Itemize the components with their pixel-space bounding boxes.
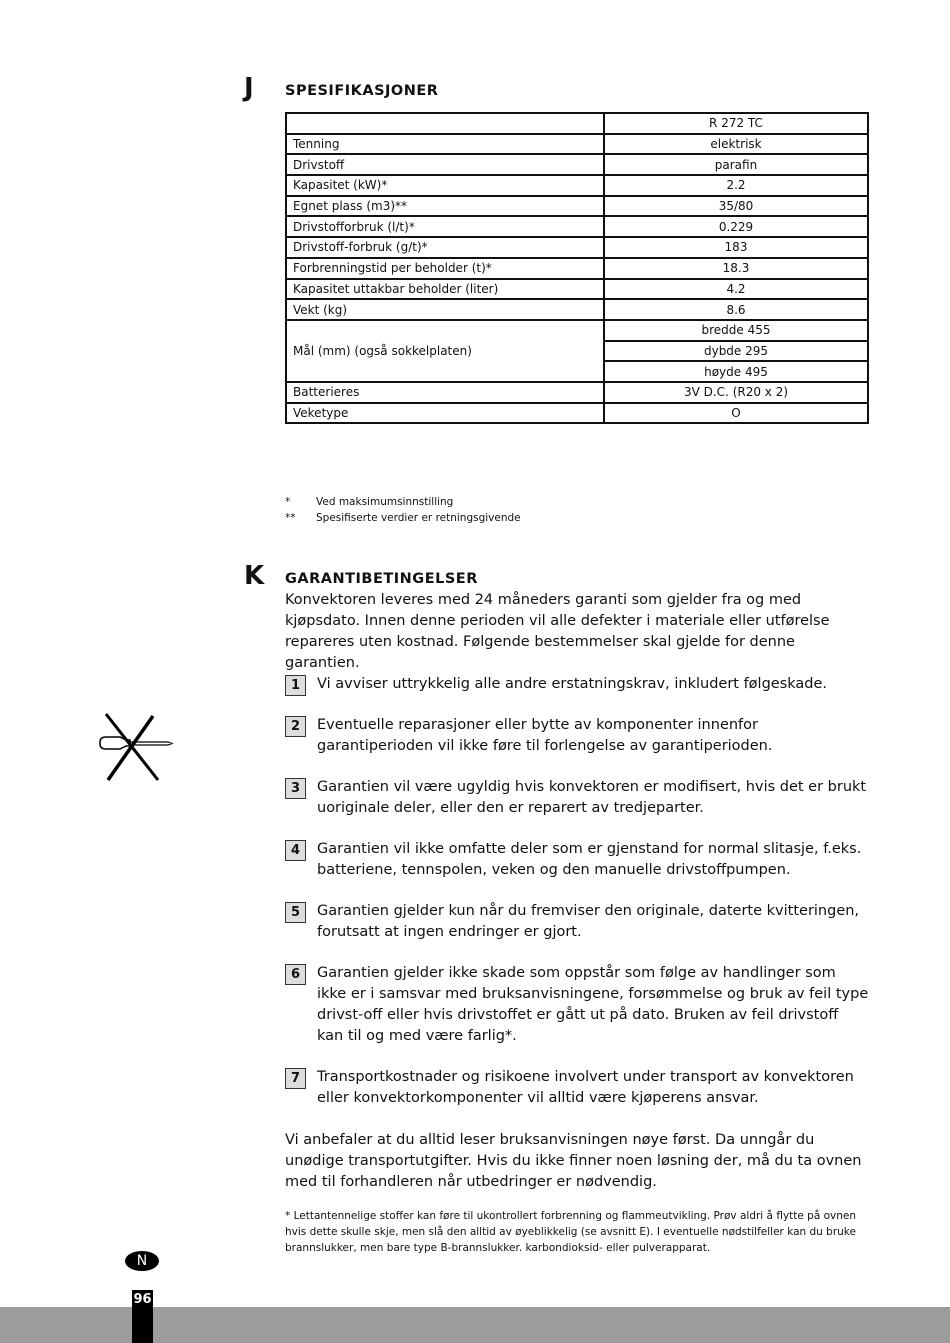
spec-label: Tenning xyxy=(286,134,604,155)
spec-value: 35/80 xyxy=(604,196,868,217)
table-row xyxy=(286,196,868,217)
item-number: 2 xyxy=(285,716,306,737)
warranty-intro: Konvektoren leveres med 24 måneders garanti som gjelder fra og med kjøpsdato. Innen denne perioden vil alle defekter i materiale eller utførelse repareres uten kostnad. Følgende bestemmelser skal gjelde for denne garantien. xyxy=(285,592,830,671)
table-row xyxy=(286,258,868,279)
table-row xyxy=(286,154,868,175)
warranty-item xyxy=(285,963,869,1047)
language-badge: N xyxy=(125,1251,159,1271)
table-row xyxy=(286,382,868,403)
table-row xyxy=(286,134,868,155)
note-2: ** Spesifiserte verdier er retningsgivende xyxy=(285,512,521,524)
warranty-item xyxy=(285,901,869,943)
table-row xyxy=(286,320,868,341)
item-number: 4 xyxy=(285,840,306,861)
spec-label: Egnet plass (m3)** xyxy=(286,196,604,217)
spec-label: Drivstoff xyxy=(286,154,604,175)
spec-value: høyde 495 xyxy=(604,361,868,382)
item-text: Transportkostnader og risikoene involvert under transport av konvektoren eller konvektorkomponenter vil alltid være kjøperens ansvar. xyxy=(317,1069,854,1106)
spec-table xyxy=(285,112,869,424)
spec-value: 183 xyxy=(604,237,868,258)
page-number: 96 xyxy=(132,1290,153,1343)
warranty-item xyxy=(285,777,869,819)
spec-value: 4.2 xyxy=(604,279,868,300)
item-text: Garantien vil være ugyldig hvis konvektoren er modifisert, hvis det er brukt uoriginale deler, eller den er reparert av tredjeparter. xyxy=(317,779,867,816)
warranty-item xyxy=(285,674,869,695)
item-number: 1 xyxy=(285,675,306,696)
table-row xyxy=(286,175,868,196)
spec-value: 0.229 xyxy=(604,216,868,237)
item-text: Garantien vil ikke omfatte deler som er gjenstand for normal slitasje, f.eks. batteriene, tennspolen, veken og den manuelle drivstoffpumpen. xyxy=(317,841,862,878)
spec-label: Veketype xyxy=(286,403,604,424)
spec-label: Vekt (kg) xyxy=(286,299,604,320)
footnote: * Lettantennelige stoffer kan føre til ukontrollert forbrenning og flammeutvikling. Prøv aldri å flytte på ovnen hvis dette skulle skje, men slå den alltid av øyeblikkelig (se avsnitt E). I eventuelle nødstilfeller kan du bruke brannslukker, men bare type B-brannslukker. karbondioksid- eller pulverapparat. xyxy=(285,1210,857,1254)
spec-value: 18.3 xyxy=(604,258,868,279)
table-row xyxy=(286,237,868,258)
spec-label: Mål (mm) (også sokkelplaten) xyxy=(286,320,604,382)
spec-value: 3V D.C. (R20 x 2) xyxy=(604,382,868,403)
section-letter-k: K xyxy=(244,561,265,591)
spec-value: parafin xyxy=(604,154,868,175)
section-letter-j: J xyxy=(244,73,254,103)
spec-label: Forbrenningstid per beholder (t)* xyxy=(286,258,604,279)
table-row xyxy=(286,279,868,300)
spec-label: Kapasitet (kW)* xyxy=(286,175,604,196)
warranty-item xyxy=(285,715,869,757)
item-text: Garantien gjelder ikke skade som oppstår som følge av handlinger som ikke er i samsvar med bruksanvisningene, forsømmelse og bruk av feil type drivst-off eller hvis drivstoffet er gått ut på dato. Bruken av feil drivstoff kan til og med være farlig*. xyxy=(317,965,869,1044)
item-text: Eventuelle reparasjoner eller bytte av komponenter innenfor garantiperioden vil ikke føre til forlengelse av garantiperioden. xyxy=(317,717,773,754)
table-row xyxy=(286,403,868,424)
item-text: Vi avviser uttrykkelig alle andre erstatningskrav, inkludert følgeskade. xyxy=(317,676,828,692)
closing-paragraph: Vi anbefaler at du alltid leser bruksanvisningen nøye først. Da unngår du unødige transportutgifter. Hvis du ikke finner noen løsning der, må du ta ovnen med til forhandleren når utbedringer er nødvendig. xyxy=(285,1132,862,1190)
spec-value: bredde 455 xyxy=(604,320,868,341)
spec-label: Drivstoff-forbruk (g/t)* xyxy=(286,237,604,258)
section-title-specs: SPESIFIKASJONER xyxy=(285,83,439,99)
table-row xyxy=(286,299,868,320)
no-screwdriver-icon xyxy=(98,712,176,788)
section-title-warranty: GARANTIBETINGELSER xyxy=(285,571,478,587)
spec-label: Kapasitet uttakbar beholder (liter) xyxy=(286,279,604,300)
note-1: * Ved maksimumsinnstilling xyxy=(285,496,454,508)
spec-label: Drivstofforbruk (l/t)* xyxy=(286,216,604,237)
spec-value: dybde 295 xyxy=(604,341,868,362)
warranty-item xyxy=(285,1067,869,1109)
item-number: 3 xyxy=(285,778,306,799)
table-row xyxy=(286,216,868,237)
spec-value: O xyxy=(604,403,868,424)
item-text: Garantien gjelder kun når du fremviser den originale, daterte kvitteringen, forutsatt at ingen endringer er gjort. xyxy=(317,903,860,940)
spec-value: 8.6 xyxy=(604,299,868,320)
table-header-row xyxy=(286,113,868,134)
spec-value: elektrisk xyxy=(604,134,868,155)
model-header: R 272 TC xyxy=(604,113,868,134)
item-number: 7 xyxy=(285,1068,306,1089)
item-number: 5 xyxy=(285,902,306,923)
spec-label: Batterieres xyxy=(286,382,604,403)
warranty-item xyxy=(285,839,869,881)
spec-value: 2.2 xyxy=(604,175,868,196)
item-number: 6 xyxy=(285,964,306,985)
